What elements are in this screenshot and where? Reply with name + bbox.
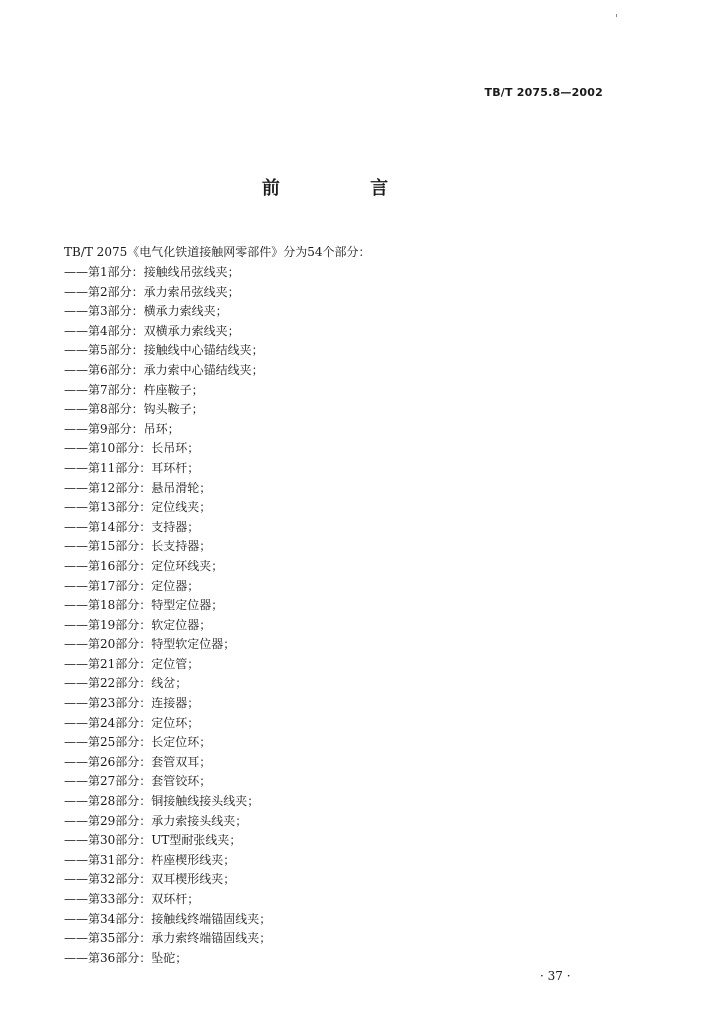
list-item: ——第13部分：定位线夹； bbox=[64, 500, 212, 515]
page-number: · 37 · bbox=[540, 969, 571, 983]
list-item: ——第15部分：长支持器； bbox=[64, 539, 212, 554]
list-item: ——第1部分：接触线吊弦线夹； bbox=[64, 265, 240, 279]
intro-paragraph: TB/T 2075《电气化铁道接触网零部件》分为54个部分： bbox=[64, 245, 371, 259]
list-item: ——第10部分：长吊环； bbox=[64, 441, 200, 456]
list-item: ——第9部分：吊环； bbox=[64, 421, 180, 436]
list-item: ——第19部分：软定位器； bbox=[64, 617, 212, 632]
list-item: ——第18部分：特型定位器； bbox=[64, 598, 224, 613]
list-item: ——第17部分：定位器； bbox=[64, 578, 200, 593]
list-item: ——第22部分：线岔； bbox=[64, 676, 188, 691]
list-item: ——第7部分：杵座鞍子； bbox=[64, 382, 204, 397]
list-item: ——第28部分：铜接触线接头线夹； bbox=[64, 794, 260, 809]
list-item: ——第6部分：承力索中心锚结线夹； bbox=[64, 362, 264, 377]
list-item: ——第14部分：支持器； bbox=[64, 519, 200, 534]
list-item: ——第5部分：接触线中心锚结线夹； bbox=[64, 343, 264, 358]
list-item: ——第8部分：钩头鞍子； bbox=[64, 402, 204, 417]
list-item: ——第12部分：悬吊滑轮； bbox=[64, 480, 212, 495]
list-item: ——第33部分：双环杆； bbox=[64, 892, 200, 906]
list-item: ——第24部分：定位环； bbox=[64, 715, 200, 730]
list-item: ——第32部分：双耳楔形线夹； bbox=[64, 872, 236, 887]
list-item: ——第21部分：定位管； bbox=[64, 656, 200, 671]
page-title: 前 言 bbox=[261, 178, 431, 199]
list-item: ——第11部分：耳环杆； bbox=[64, 460, 200, 475]
list-item: ——第16部分：定位环线夹； bbox=[64, 558, 224, 573]
scan-speck bbox=[616, 14, 617, 17]
list-item: ——第35部分：承力索终端锚固线夹； bbox=[64, 931, 272, 946]
list-item: ——第4部分：双横承力索线夹； bbox=[64, 323, 240, 338]
parts-list bbox=[64, 265, 271, 970]
list-item: ——第30部分：UT型耐张线夹； bbox=[64, 833, 242, 848]
standard-code: TB/T 2075.8—2002 bbox=[484, 86, 603, 99]
list-item: ——第2部分：承力索吊弦线夹； bbox=[64, 284, 240, 299]
list-item: ——第34部分：接触线终端锚固线夹； bbox=[64, 911, 272, 926]
list-item: ——第23部分：连接器； bbox=[64, 696, 200, 711]
list-item: ——第31部分：杵座楔形线夹； bbox=[64, 852, 236, 867]
list-item: ——第25部分：长定位环； bbox=[64, 735, 212, 750]
list-item: ——第27部分：套管铰环； bbox=[64, 774, 212, 789]
list-item: ——第20部分：特型软定位器； bbox=[64, 637, 236, 652]
list-item: ——第36部分：坠砣； bbox=[64, 950, 188, 965]
list-item: ——第3部分：横承力索线夹； bbox=[64, 304, 228, 319]
list-item: ——第29部分：承力索接头线夹； bbox=[64, 813, 248, 828]
list-item: ——第26部分：套管双耳； bbox=[64, 754, 212, 769]
